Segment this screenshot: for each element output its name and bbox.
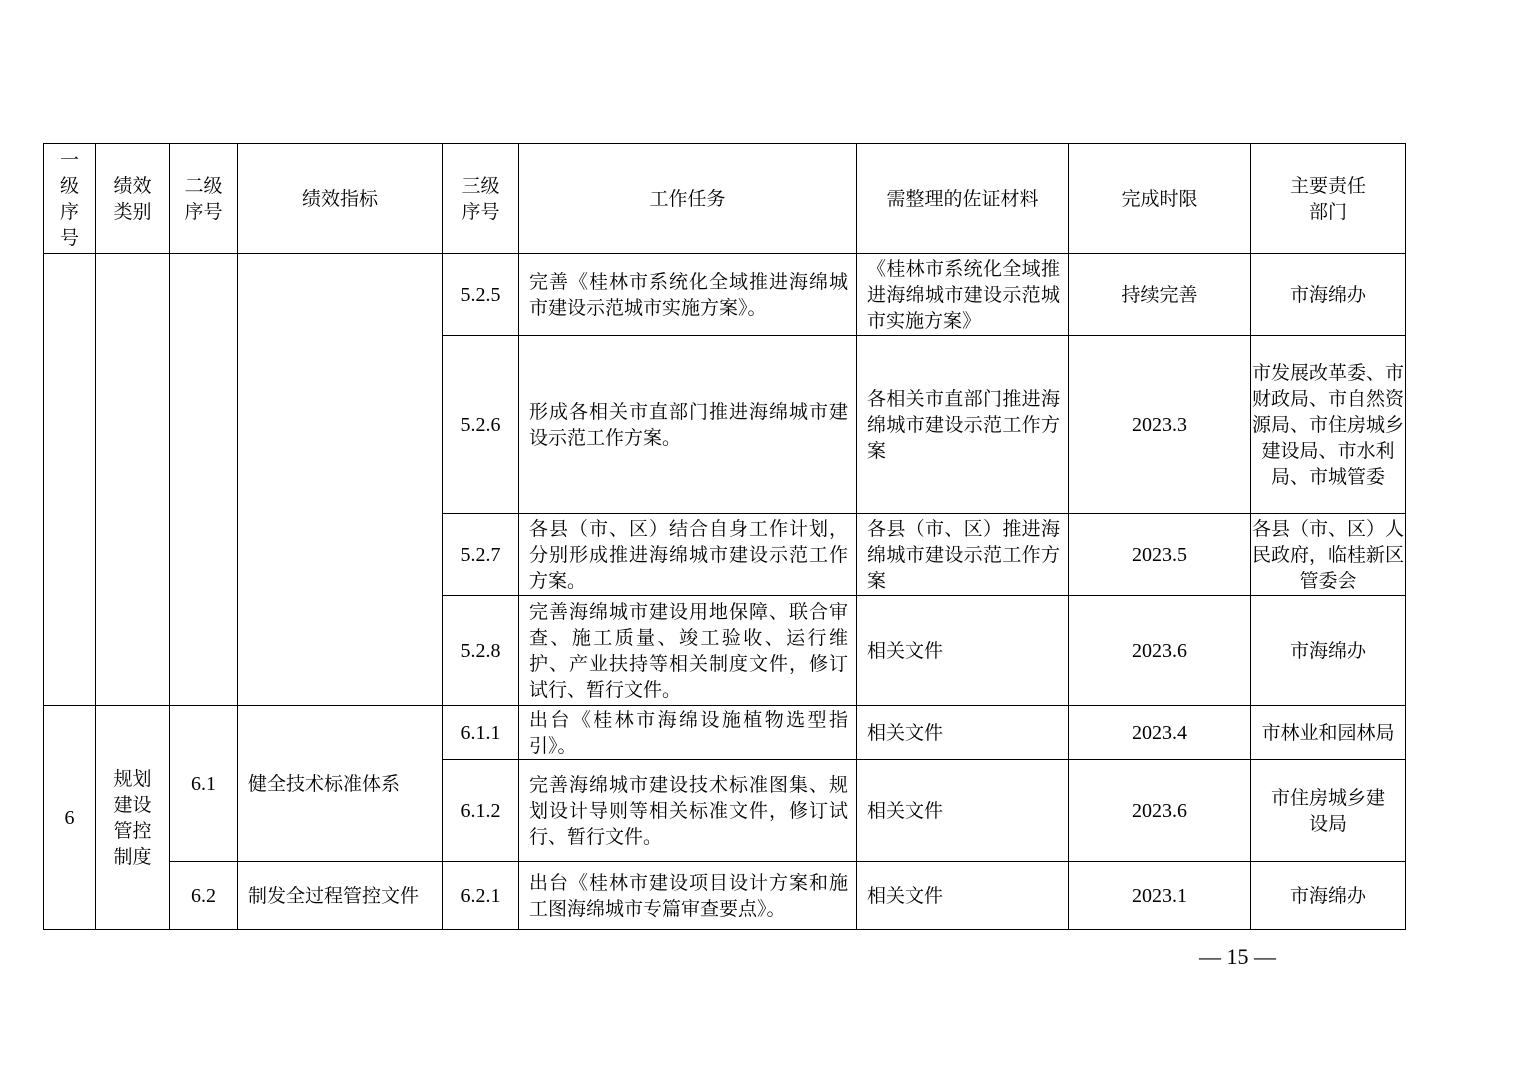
table-header-row <box>44 144 1406 254</box>
task-text: 完善《桂林市系统化全域推进海绵城市建设示范城市实施方案》。 <box>519 254 857 336</box>
level3-no: 5.2.5 <box>443 254 519 336</box>
task-text: 出台《桂林市建设项目设计方案和施工图海绵城市专篇审查要点》。 <box>519 862 857 930</box>
deadline-text: 2023.5 <box>1069 514 1251 596</box>
task-text: 完善海绵城市建设用地保障、联合审查、施工质量、竣工验收、运行维护、产业扶持等相关制度文件，修订试行、暂行文件。 <box>519 596 857 706</box>
header-category: 绩效类别 <box>96 144 170 254</box>
evidence-text: 各相关市直部门推进海绵城市建设示范工作方案 <box>857 336 1069 514</box>
department-text: 市住房城乡建设局 <box>1251 760 1406 862</box>
header-level1-no: 一级序号 <box>44 144 96 254</box>
table-row <box>44 706 1406 760</box>
header-department: 主要责任部门 <box>1251 144 1406 254</box>
category-empty <box>96 254 170 706</box>
department-text: 市林业和园林局 <box>1251 706 1406 760</box>
level3-no: 5.2.8 <box>443 596 519 706</box>
indicator-empty <box>238 254 443 706</box>
evidence-text: 各县（市、区）推进海绵城市建设示范工作方案 <box>857 514 1069 596</box>
level3-no: 6.1.1 <box>443 706 519 760</box>
table-row <box>44 862 1406 930</box>
evidence-text: 相关文件 <box>857 596 1069 706</box>
header-task: 工作任务 <box>519 144 857 254</box>
header-evidence: 需整理的佐证材料 <box>857 144 1069 254</box>
performance-table <box>43 143 1406 930</box>
level2-no-empty <box>170 254 238 706</box>
page-number: — 15 — <box>1199 944 1276 969</box>
department-text: 市发展改革委、市财政局、市自然资源局、市住房城乡建设局、市水利局、市城管委 <box>1251 336 1406 514</box>
task-text: 完善海绵城市建设技术标准图集、规划设计导则等相关标准文件，修订试行、暂行文件。 <box>519 760 857 862</box>
task-text: 各县（市、区）结合自身工作计划，分别形成推进海绵城市建设示范工作方案。 <box>519 514 857 596</box>
indicator-text: 健全技术标准体系 <box>238 706 443 862</box>
evidence-text: 相关文件 <box>857 862 1069 930</box>
deadline-text: 持续完善 <box>1069 254 1251 336</box>
department-text: 市海绵办 <box>1251 862 1406 930</box>
level1-no: 6 <box>44 706 96 930</box>
level3-no: 5.2.6 <box>443 336 519 514</box>
department-text: 各县（市、区）人民政府，临桂新区管委会 <box>1251 514 1406 596</box>
header-indicator: 绩效指标 <box>238 144 443 254</box>
evidence-text: 相关文件 <box>857 760 1069 862</box>
level3-no: 6.2.1 <box>443 862 519 930</box>
level2-no: 6.2 <box>170 862 238 930</box>
table-row <box>44 254 1406 336</box>
deadline-text: 2023.4 <box>1069 706 1251 760</box>
department-text: 市海绵办 <box>1251 596 1406 706</box>
header-level3-no: 三级序号 <box>443 144 519 254</box>
evidence-text: 相关文件 <box>857 706 1069 760</box>
task-text: 出台《桂林市海绵设施植物选型指引》。 <box>519 706 857 760</box>
deadline-text: 2023.3 <box>1069 336 1251 514</box>
level1-no-empty <box>44 254 96 706</box>
department-text: 市海绵办 <box>1251 254 1406 336</box>
deadline-text: 2023.6 <box>1069 596 1251 706</box>
header-level2-no: 二级序号 <box>170 144 238 254</box>
level2-no: 6.1 <box>170 706 238 862</box>
deadline-text: 2023.6 <box>1069 760 1251 862</box>
deadline-text: 2023.1 <box>1069 862 1251 930</box>
level3-no: 6.1.2 <box>443 760 519 862</box>
header-deadline: 完成时限 <box>1069 144 1251 254</box>
category-text: 规划建设管控制度 <box>96 706 170 930</box>
level3-no: 5.2.7 <box>443 514 519 596</box>
indicator-text: 制发全过程管控文件 <box>238 862 443 930</box>
evidence-text: 《桂林市系统化全域推进海绵城市建设示范城市实施方案》 <box>857 254 1069 336</box>
task-text: 形成各相关市直部门推进海绵城市建设示范工作方案。 <box>519 336 857 514</box>
